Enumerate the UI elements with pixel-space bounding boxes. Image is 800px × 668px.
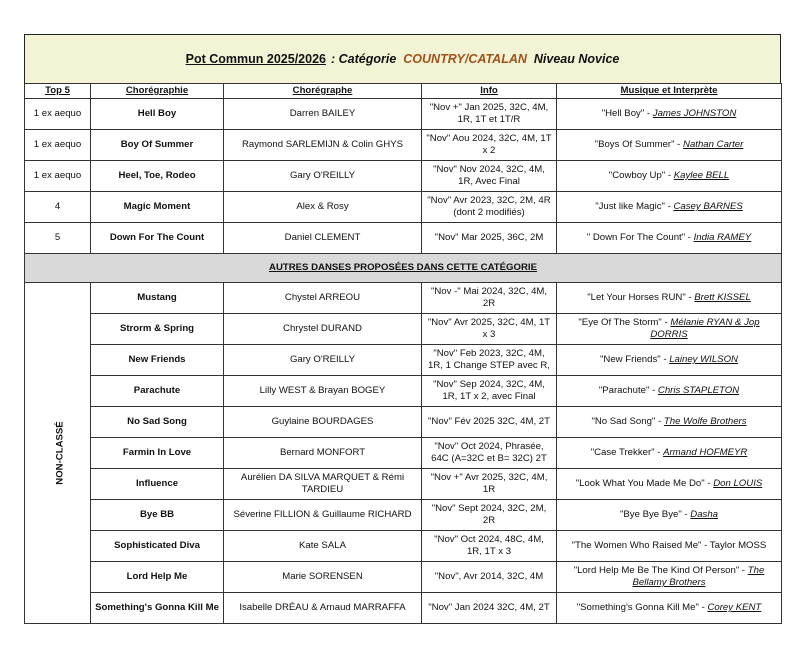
dance-name: Boy Of Summer	[91, 130, 224, 161]
non-classe-cell	[25, 283, 91, 624]
dance-info: "Nov +" Jan 2025, 32C, 4M, 1R, 1T et 1T/R	[422, 99, 557, 130]
dance-info: "Nov" Nov 2024, 32C, 4M, 1R, Avec Final	[422, 161, 557, 192]
choreographer: Kate SALA	[224, 531, 422, 562]
non-classe-row	[25, 531, 782, 562]
artist-name: James JOHNSTON	[652, 108, 737, 119]
choreographer: Chystel ARREOU	[224, 283, 422, 314]
song-title: "Lord Help Me Be The Kind Of Person" -	[573, 565, 748, 576]
song-title: "Look What You Made Me Do" -	[575, 478, 714, 489]
music-cell	[557, 345, 782, 376]
choreographer: Raymond SARLEMIJN & Colin GHYS	[224, 130, 422, 161]
artist-name: Kaylee BELL	[673, 170, 730, 181]
music-cell	[557, 562, 782, 593]
non-classe-row	[25, 407, 782, 438]
song-title: "Just like Magic" -	[595, 201, 674, 212]
song-title: "Hell Boy" -	[601, 108, 653, 119]
artist-name: Lainey WILSON	[669, 354, 738, 365]
rank-cell: 1 ex aequo	[25, 161, 91, 192]
dance-info: "Nov" Aou 2024, 32C, 4M, 1T x 2	[422, 130, 557, 161]
dance-list-sheet	[24, 34, 781, 624]
choreographer: Daniel CLEMENT	[224, 223, 422, 254]
song-title: "Boys Of Summer" -	[594, 139, 684, 150]
artist-name: Don LOUIS	[713, 478, 763, 489]
dance-info: "Nov" Avr 2025, 32C, 4M, 1T x 3	[422, 314, 557, 345]
artist-name: Casey BARNES	[673, 201, 743, 212]
song-title: "Cowboy Up" -	[608, 170, 674, 181]
dance-info: "Nov" Avr 2023, 32C, 2M, 4R (dont 2 modifiés)	[422, 192, 557, 223]
music-cell	[557, 161, 782, 192]
dance-info: "Nov" Oct 2024, Phrasée, 64C (A=32C et B= 32C) 2T	[422, 438, 557, 469]
non-classe-row	[25, 345, 782, 376]
col-choregraphie: Chorégraphie	[91, 84, 224, 99]
song-title: "Eye Of The Storm" -	[578, 317, 671, 328]
section-row	[25, 254, 782, 283]
music-cell	[557, 531, 782, 562]
choreographer: Séverine FILLION & Guillaume RICHARD	[224, 500, 422, 531]
dance-table	[24, 83, 782, 624]
song-title: "Case Trekker" -	[590, 447, 664, 458]
choreographer: Bernard MONFORT	[224, 438, 422, 469]
rank-cell: 1 ex aequo	[25, 130, 91, 161]
choreographer: Guylaine BOURDAGES	[224, 407, 422, 438]
music-cell	[557, 99, 782, 130]
non-classe-row	[25, 593, 782, 624]
non-classe-row	[25, 500, 782, 531]
dance-info: "Nov", Avr 2014, 32C, 4M	[422, 562, 557, 593]
music-cell	[557, 130, 782, 161]
dance-info: "Nov -" Mai 2024, 32C, 4M, 2R	[422, 283, 557, 314]
music-cell	[557, 376, 782, 407]
choreographer: Isabelle DRÉAU & Arnaud MARRAFFA	[224, 593, 422, 624]
dance-name: Sophisticated Diva	[91, 531, 224, 562]
choreographer: Gary O'REILLY	[224, 161, 422, 192]
dance-name: Hell Boy	[91, 99, 224, 130]
song-title: "Parachute" -	[598, 385, 658, 396]
dance-name: Mustang	[91, 283, 224, 314]
choreographer: Aurélien DA SILVA MARQUET & Rémi TARDIEU	[224, 469, 422, 500]
song-title: "No Sad Song" -	[591, 416, 664, 427]
choreographer: Darren BAILEY	[224, 99, 422, 130]
section-title: AUTRES DANSES PROPOSÉES DANS CETTE CATÉGORIE	[25, 254, 782, 283]
non-classe-row	[25, 562, 782, 593]
col-music: Musique et Interprète	[557, 84, 782, 99]
dance-name: New Friends	[91, 345, 224, 376]
dance-info: "Nov" Sep 2024, 32C, 4M, 1R, 1T x 2, avec Final	[422, 376, 557, 407]
title-category-prefix: : Catégorie	[330, 52, 397, 66]
dance-name: Something's Gonna Kill Me	[91, 593, 224, 624]
artist-name: Corey KENT	[707, 602, 762, 613]
artist-name: Dasha	[690, 509, 718, 520]
dance-name: Heel, Toe, Rodeo	[91, 161, 224, 192]
choreographer: Gary O'REILLY	[224, 345, 422, 376]
artist-name: Brett KISSEL	[694, 292, 751, 303]
dance-name: Farmin In Love	[91, 438, 224, 469]
song-title: "The Women Who Raised Me" - Taylor MOSS	[571, 540, 767, 551]
col-choregraphe: Chorégraphe	[224, 84, 422, 99]
dance-info: "Nov" Sept 2024, 32C, 2M, 2R	[422, 500, 557, 531]
artist-name: The Wolfe Brothers	[663, 416, 747, 427]
dance-name: Parachute	[91, 376, 224, 407]
ranked-row	[25, 192, 782, 223]
music-cell	[557, 593, 782, 624]
non-classe-row	[25, 438, 782, 469]
music-cell	[557, 223, 782, 254]
song-title: " Down For The Count" -	[586, 232, 694, 243]
song-title: "New Friends" -	[600, 354, 670, 365]
music-cell	[557, 314, 782, 345]
dance-info: "Nov +" Avr 2025, 32C, 4M, 1R	[422, 469, 557, 500]
dance-info: "Nov" Oct 2024, 48C, 4M, 1R, 1T x 3	[422, 531, 557, 562]
ranked-row	[25, 161, 782, 192]
artist-name: Nathan Carter	[683, 139, 744, 150]
title-bar	[24, 34, 781, 83]
artist-name: The Bellamy Brothers	[632, 565, 765, 588]
dance-name: Lord Help Me	[91, 562, 224, 593]
ranked-row	[25, 223, 782, 254]
rank-cell: 5	[25, 223, 91, 254]
non-classe-row	[25, 283, 782, 314]
music-cell	[557, 192, 782, 223]
title-level: Niveau Novice	[533, 52, 620, 66]
title-category: COUNTRY/CATALAN	[403, 52, 527, 66]
dance-name: Strorm & Spring	[91, 314, 224, 345]
choreographer: Marie SORENSEN	[224, 562, 422, 593]
dance-name: Down For The Count	[91, 223, 224, 254]
col-top5: Top 5	[25, 84, 91, 99]
dance-name: Influence	[91, 469, 224, 500]
non-classe-row	[25, 376, 782, 407]
choreographer: Lilly WEST & Brayan BOGEY	[224, 376, 422, 407]
rank-cell: 4	[25, 192, 91, 223]
music-cell	[557, 283, 782, 314]
song-title: "Something's Gonna Kill Me" -	[576, 602, 708, 613]
dance-name: Bye BB	[91, 500, 224, 531]
dance-info: "Nov" Feb 2023, 32C, 4M, 1R, 1 Change STEP avec R,	[422, 345, 557, 376]
artist-name: Armand HOFMEYR	[663, 447, 748, 458]
rank-cell: 1 ex aequo	[25, 99, 91, 130]
dance-name: Magic Moment	[91, 192, 224, 223]
music-cell	[557, 469, 782, 500]
song-title: "Bye Bye Bye" -	[620, 509, 691, 520]
dance-info: "Nov" Fév 2025 32C, 4M, 2T	[422, 407, 557, 438]
non-classe-row	[25, 469, 782, 500]
ranked-row	[25, 130, 782, 161]
dance-info: "Nov" Jan 2024 32C, 4M, 2T	[422, 593, 557, 624]
choreographer: Chrystel DURAND	[224, 314, 422, 345]
title-main: Pot Commun 2025/2026	[185, 52, 326, 66]
music-cell	[557, 438, 782, 469]
music-cell	[557, 500, 782, 531]
non-classe-row	[25, 314, 782, 345]
artist-name: Mélanie RYAN & Jop DORRIS	[650, 317, 760, 340]
dance-name: No Sad Song	[91, 407, 224, 438]
artist-name: India RAMEY	[693, 232, 752, 243]
choreographer: Alex & Rosy	[224, 192, 422, 223]
song-title: "Let Your Horses RUN" -	[587, 292, 695, 303]
artist-name: Chris STAPLETON	[657, 385, 740, 396]
column-header-row	[25, 84, 782, 99]
ranked-row	[25, 99, 782, 130]
col-info: Info	[422, 84, 557, 99]
non-classe-label: NON-CLASSÉ	[54, 421, 66, 485]
music-cell	[557, 407, 782, 438]
dance-info: "Nov" Mar 2025, 36C, 2M	[422, 223, 557, 254]
